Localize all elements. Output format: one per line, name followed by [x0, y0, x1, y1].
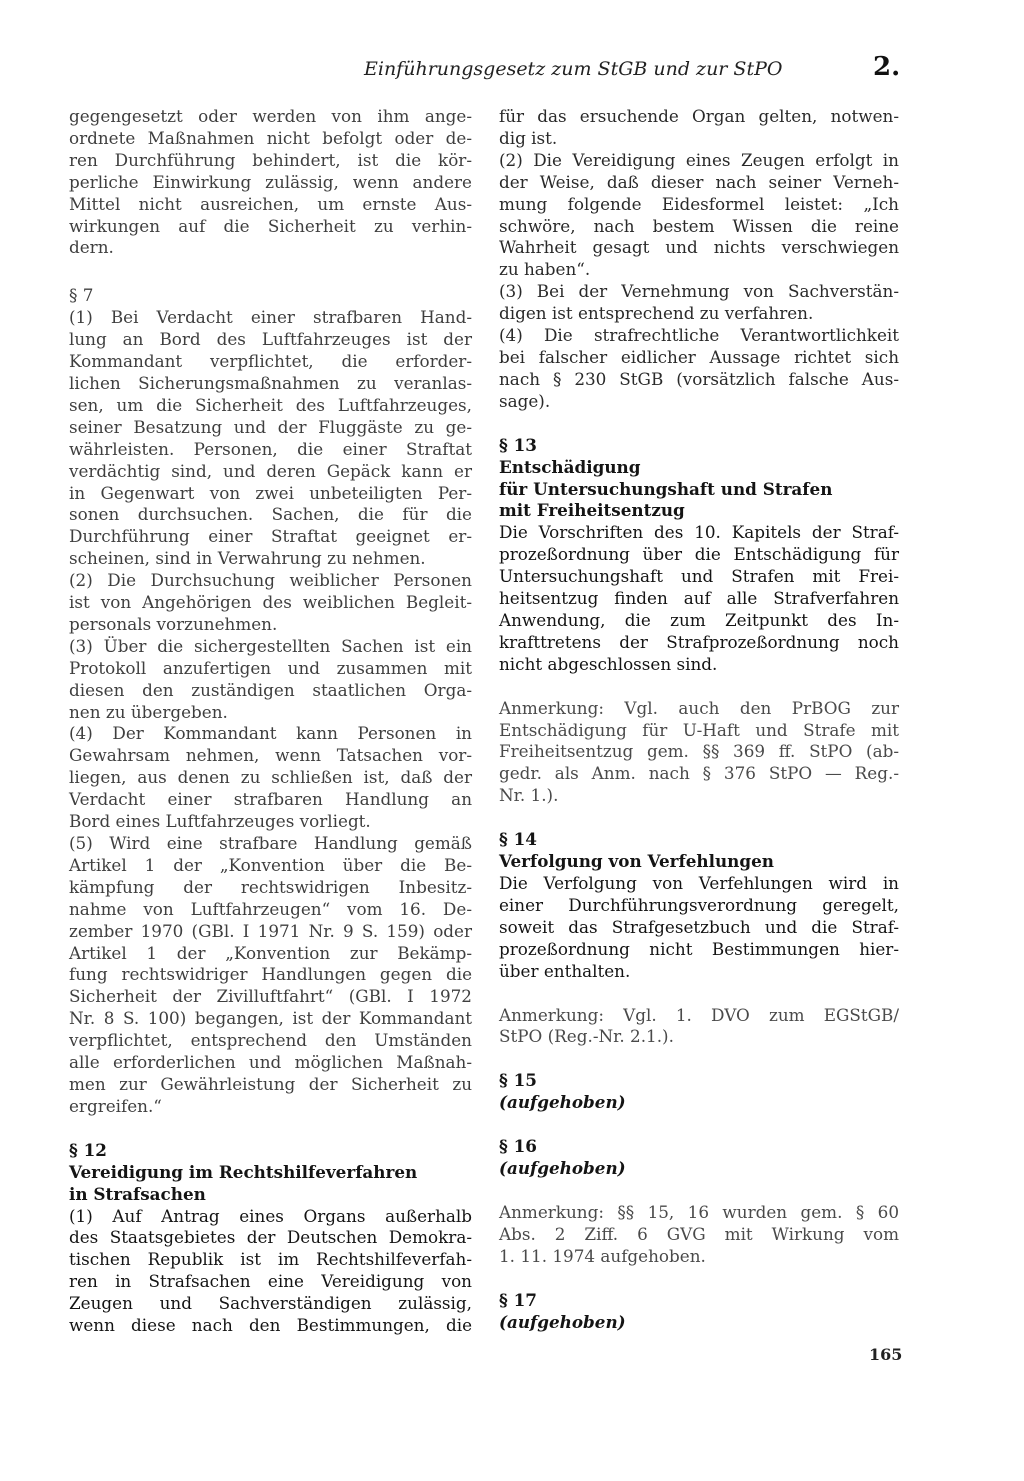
text-line: schwöre, nach bestem Wissen die reine — [499, 215, 899, 236]
text-line: nach § 230 StGB (vorsätzlich falsche Aus- — [499, 368, 899, 389]
text-line: Die Verfolgung von Verfehlungen wird in — [499, 873, 899, 893]
text-line: ergreifen.“ — [69, 1095, 162, 1116]
text-line: (2) Die Vereidigung eines Zeugen erfolgt in — [499, 149, 899, 170]
text-line: digen ist entsprechend zu verfahren. — [499, 303, 814, 324]
text-line: sen, um die Sicherheit des Luftfahrzeuges, — [69, 394, 472, 415]
text-line: scheinen, sind in Verwahrung zu nehmen. — [69, 548, 426, 569]
left-column — [69, 106, 472, 1337]
right-column — [499, 106, 899, 1334]
text-line: fung rechtswidriger Handlungen gegen die — [69, 964, 472, 985]
text-line: Verdacht einer strafbaren Handlung an — [69, 789, 472, 810]
text-line: liegen, aus denen zu schließen ist, daß der — [69, 767, 472, 788]
text-line: dern. — [69, 237, 114, 258]
section-heading-16: § 16 — [499, 1136, 537, 1157]
annotation-line: Abs. 2 Ziff. 6 GVG mit Wirkung vom — [499, 1223, 899, 1244]
text-line: ren in Strafsachen eine Vereidigung von — [69, 1271, 472, 1292]
section-heading-12: § 12 — [69, 1139, 107, 1160]
section-title: in Strafsachen — [69, 1183, 206, 1204]
text-line: nicht abgeschlossen sind. — [499, 653, 718, 674]
section-heading-17: § 17 — [499, 1289, 537, 1310]
text-line: men zur Gewährleistung der Sicherheit zu — [69, 1073, 472, 1094]
section-heading-7: § 7 — [69, 285, 94, 306]
text-line: (1) Auf Antrag eines Organs außerhalb — [69, 1205, 472, 1226]
section-heading-15: § 15 — [499, 1070, 537, 1091]
chapter-number: 2. — [873, 52, 901, 82]
text-line: wirkungen auf die Sicherheit zu verhin- — [69, 215, 472, 236]
text-line: personals vorzunehmen. — [69, 613, 278, 634]
text-line: Bord eines Luftfahrzeuges vorliegt. — [69, 811, 371, 832]
section-heading-14: § 14 — [499, 829, 537, 850]
annotation-line: gedr. als Anm. nach § 376 StPO — Reg.- — [499, 763, 899, 784]
text-line: Gewahrsam nehmen, wenn Tatsachen vor- — [69, 745, 472, 766]
text-line: Zeugen und Sachverständigen zulässig, — [69, 1293, 472, 1314]
text-line: nen zu übergeben. — [69, 701, 228, 722]
text-line: Die Vorschriften des 10. Kapitels der Straf- — [499, 522, 899, 543]
text-line: (1) Bei Verdacht einer strafbaren Hand- — [69, 307, 472, 328]
text-line: Mittel nicht ausreichen, um ernste Aus- — [69, 193, 472, 214]
text-line: ist von Angehörigen des weiblichen Begleit- — [69, 592, 472, 613]
text-line: sonen durchsuchen. Sachen, die für die — [69, 504, 472, 525]
text-line: (3) Bei der Vernehmung von Sachverstän- — [499, 281, 899, 302]
text-line: heitsentzug finden auf alle Strafverfahren — [499, 588, 899, 609]
text-line: ordnete Maßnahmen nicht befolgt oder de- — [69, 127, 472, 148]
text-line: krafttretens der Strafprozeßordnung noch — [499, 631, 899, 652]
text-line: ren Durchführung behindert, ist die kör- — [69, 149, 472, 170]
text-line: für das ersuchende Organ gelten, notwen- — [499, 106, 899, 126]
section-title: mit Freiheitsentzug — [499, 500, 685, 521]
text-line: sage). — [499, 390, 551, 411]
annotation-line: 1. 11. 1974 aufgehoben. — [499, 1245, 706, 1266]
text-line: Kommandant verpflichtet, die erforder- — [69, 351, 472, 372]
section-title: für Untersuchungshaft und Strafen — [499, 478, 833, 499]
annotation-line: Anmerkung: Vgl. 1. DVO zum EGStGB/ — [499, 1004, 899, 1025]
text-line: Untersuchungshaft und Strafen mit Frei- — [499, 566, 899, 587]
section-heading-13: § 13 — [499, 434, 537, 455]
text-line: verdächtig sind, und deren Gepäck kann er — [69, 460, 472, 481]
repealed-label: (aufgehoben) — [499, 1158, 626, 1179]
text-line: kämpfung der rechtswidrigen Inbesitz- — [69, 876, 472, 897]
text-line: lichen Sicherungsmaßnahmen zu veranlas- — [69, 372, 472, 393]
text-line: tischen Republik ist im Rechtshilfeverfah- — [69, 1249, 472, 1270]
text-line: verpflichtet, entsprechend den Umständen — [69, 1030, 472, 1051]
text-line: in Gegenwart von zwei unbeteiligten Per- — [69, 482, 472, 503]
text-line: über enthalten. — [499, 960, 631, 981]
text-line: nahme von Luftfahrzeugen“ vom 16. De- — [69, 898, 472, 919]
repealed-label: (aufgehoben) — [499, 1311, 626, 1332]
text-line: (5) Wird eine strafbare Handlung gemäß — [69, 833, 472, 853]
text-line: wenn diese nach den Bestimmungen, die — [69, 1315, 472, 1336]
annotation-line: Freiheitsentzug gem. §§ 369 ff. StPO (ab- — [499, 741, 899, 762]
text-line: seiner Besatzung und der Fluggäste zu ge- — [69, 416, 472, 437]
text-line: des Staatsgebietes der Deutschen Demokra- — [69, 1227, 472, 1248]
text-line: (4) Die strafrechtliche Verantwortlichkeit — [499, 325, 899, 346]
annotation-line: Entschädigung für U-Haft und Strafe mit — [499, 719, 899, 740]
text-line: diesen den zuständigen staatlichen Orga- — [69, 679, 472, 700]
text-line: dig ist. — [499, 127, 558, 148]
text-line: währleisten. Personen, die einer Straftat — [69, 438, 472, 459]
text-line: perliche Einwirkung zulässig, wenn andere — [69, 171, 472, 192]
text-line: einer Durchführungsverordnung geregelt, — [499, 894, 899, 915]
text-line: bei falscher eidlicher Aussage richtet sich — [499, 346, 899, 367]
text-line: Sicherheit der Zivilluftfahrt“ (GBl. I 1972 — [69, 986, 472, 1007]
section-title: Vereidigung im Rechtshilfeverfahren — [69, 1161, 418, 1182]
text-line: (2) Die Durchsuchung weiblicher Personen — [69, 570, 472, 591]
text-line: (3) Über die sichergestellten Sachen ist ein — [69, 635, 472, 656]
annotation-line: Anmerkung: Vgl. auch den PrBOG zur — [499, 697, 899, 718]
annotation-line: StPO (Reg.-Nr. 2.1.). — [499, 1026, 674, 1047]
text-line: Durchführung einer Straftat geeignet er- — [69, 526, 472, 547]
running-header-title: Einführungsgesetz zum StGB und zur StPO — [364, 58, 783, 80]
text-line: Anwendung, die zum Zeitpunkt des In- — [499, 609, 899, 630]
text-line: Artikel 1 der „Konvention über die Be- — [69, 854, 472, 875]
text-line: Protokoll anzufertigen und zusammen mit — [69, 657, 472, 678]
page-number: 165 — [869, 1345, 903, 1364]
text-line: alle erforderlichen und möglichen Maßnah- — [69, 1052, 472, 1073]
text-line: gegengesetzt oder werden von ihm ange- — [69, 106, 472, 126]
text-line: lung an Bord des Luftfahrzeuges ist der — [69, 329, 472, 350]
text-line: prozeßordnung nicht Bestimmungen hier- — [499, 938, 899, 959]
annotation-line: Nr. 1.). — [499, 785, 559, 806]
text-line: der Weise, daß dieser nach seiner Verneh- — [499, 171, 899, 192]
section-title: Entschädigung — [499, 456, 641, 477]
text-line: Nr. 8 S. 100) begangen, ist der Kommandant — [69, 1008, 472, 1029]
text-line: mung folgende Eidesformel leistet: „Ich — [499, 193, 899, 214]
text-line: zember 1970 (GBl. I 1971 Nr. 9 S. 159) oder — [69, 920, 472, 941]
text-line: prozeßordnung über die Entschädigung für — [499, 544, 899, 565]
text-line: soweit das Strafgesetzbuch und die Straf- — [499, 916, 899, 937]
repealed-label: (aufgehoben) — [499, 1092, 626, 1113]
annotation-line: Anmerkung: §§ 15, 16 wurden gem. § 60 — [499, 1201, 899, 1222]
text-line: Wahrheit gesagt und nichts verschwiegen — [499, 237, 899, 258]
section-title: Verfolgung von Verfehlungen — [499, 851, 774, 872]
text-line: zu haben“. — [499, 259, 591, 280]
text-line: (4) Der Kommandant kann Personen in — [69, 723, 472, 744]
text-line: Artikel 1 der „Konvention zur Bekämp- — [69, 942, 472, 963]
